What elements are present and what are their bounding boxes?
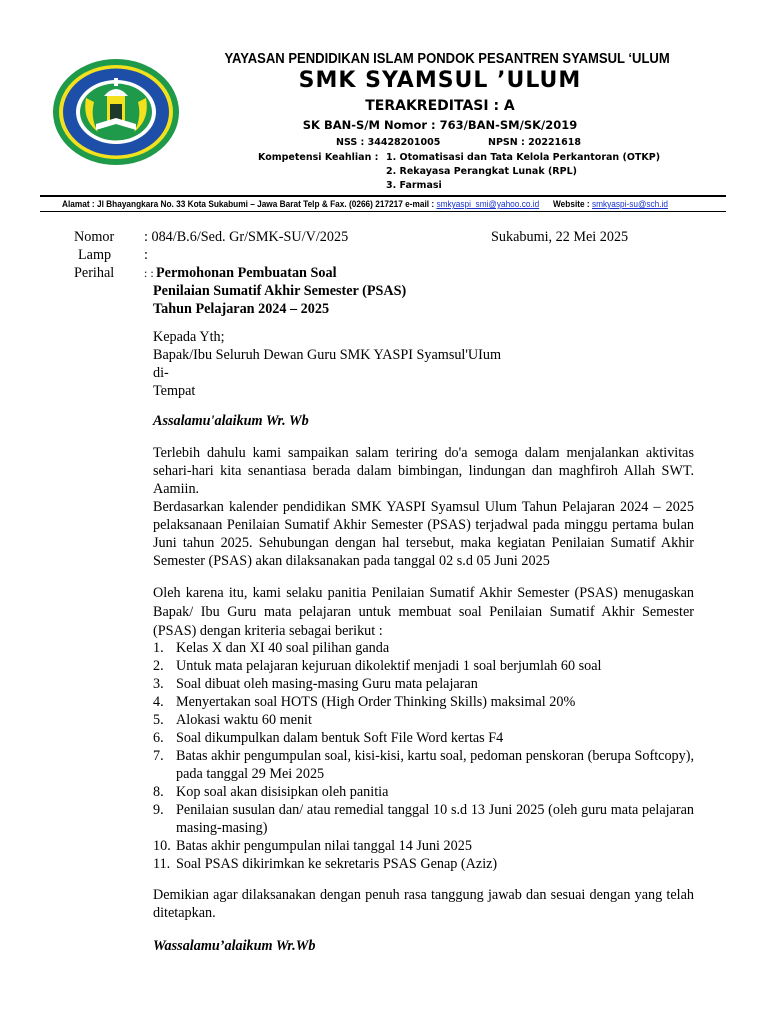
email-link[interactable]: smkyaspi_smi@yahoo.co.id bbox=[436, 199, 540, 209]
paragraph-closing: Demikian agar dilaksanakan dengan penuh rasa tanggung jawab dan sesuai dengan yang telah ditetapkan. bbox=[153, 887, 694, 921]
list-item: 6. Soal dikumpulkan dalam bentuk Soft File Word kertas F4 bbox=[153, 730, 504, 746]
website-label: Website : bbox=[553, 199, 592, 209]
competency-item: 3. Farmasi bbox=[386, 180, 442, 191]
list-item: 5. Alokasi waktu 60 menit bbox=[153, 712, 312, 728]
competency-item: 2. Rekayasa Perangkat Lunak (RPL) bbox=[386, 166, 577, 177]
recipient-line: Kepada Yth; bbox=[153, 329, 225, 345]
accreditation: TERAKREDITASI : A bbox=[365, 98, 515, 114]
foundation-name: YAYASAN PENDIDIKAN ISLAM PONDOK PESANTREN SYAMSUL ‘ULUM bbox=[224, 51, 670, 67]
list-item: 9. Penilaian susulan dan/ atau remedial tanggal 10 s.d 13 Juni 2025 (oleh guru mata pelajaran masing-masing) bbox=[153, 802, 694, 836]
list-item: 7. Batas akhir pengumpulan soal, kisi-kisi, kartu soal, pedoman penskoran (berupa Softcopy), pada tanggal 29 Mei 2025 bbox=[153, 748, 694, 782]
website-link[interactable]: smkyaspi-su@sch.id bbox=[591, 199, 669, 209]
perihal-label: Perihal bbox=[74, 265, 115, 281]
nss: NSS : 34428201005 bbox=[336, 137, 441, 148]
lamp-label: Lamp bbox=[78, 247, 112, 263]
perihal-colon: : : bbox=[144, 266, 154, 280]
subject-line: Tahun Pelajaran 2024 – 2025 bbox=[153, 301, 330, 317]
paragraph-assignment: Oleh karena itu, kami selaku panitia Penilaian Sumatif Akhir Semester (PSAS) menugaskan Bapak/ Ibu Guru mata pelajaran untuk membuat soal Penilaian Sumatif Akhir Semester (PSAS) dengan kriteria sebagai berikut : bbox=[153, 585, 694, 639]
list-item: 1. Kelas X dan XI 40 soal pilihan ganda bbox=[153, 640, 390, 656]
recipient-line: Bapak/Ibu Seluruh Dewan Guru SMK YASPI Syamsul'UIum bbox=[153, 347, 502, 363]
list-item: 8. Kop soal akan disisipkan oleh panitia bbox=[153, 784, 389, 800]
paragraph-opening: Terlebih dahulu kami sampaikan salam teriring do'a semoga dalam menjalankan aktivitas sehari-hari kita senantiasa berada dalam bimbingan, lindungan dan maghfiroh Allah SWT. Aamiin. bbox=[153, 445, 694, 497]
recipient-line: di- bbox=[153, 365, 169, 381]
criteria-list bbox=[153, 639, 694, 873]
header-rule-thin bbox=[40, 211, 726, 212]
address-line bbox=[62, 199, 669, 209]
list-item: 4. Menyertakan soal HOTS (High Order Thinking Skills) maksimal 20% bbox=[153, 694, 576, 710]
lamp-value: : bbox=[144, 247, 148, 263]
list-item: 3. Soal dibuat oleh masing-masing Guru mata pelajaran bbox=[153, 676, 478, 692]
ban-number: SK BAN-S/M Nomor : 763/BAN-SM/SK/2019 bbox=[302, 118, 578, 132]
greeting: Assalamu'alaikum Wr. Wb bbox=[153, 413, 309, 429]
list-item: 2. Untuk mata pelajaran kejuruan dikolektif menjadi 1 soal berjumlah 60 soal bbox=[153, 658, 602, 674]
nomor-value: : 084/B.6/Sed. Gr/SMK-SU/V/2025 bbox=[144, 229, 349, 245]
school-logo bbox=[52, 58, 180, 166]
address-text: Alamat : Jl Bhayangkara No. 33 Kota Sukabumi – Jawa Barat Telp & Fax. (0266) 217217 e-mail : bbox=[62, 199, 437, 209]
list-item: 11. Soal PSAS dikirimkan ke sekretaris PSAS Genap (Aziz) bbox=[153, 856, 498, 872]
place-date: Sukabumi, 22 Mei 2025 bbox=[491, 229, 629, 245]
competency-item: 1. Otomatisasi dan Tata Kelola Perkantoran (OTKP) bbox=[386, 152, 661, 163]
list-item: 10. Batas akhir pengumpulan nilai tanggal 14 Juni 2025 bbox=[153, 838, 472, 854]
paragraph-schedule: Berdasarkan kalender pendidikan SMK YASPI Syamsul Ulum Tahun Pelajaran 2024 – 2025 pelaksanaan Penilaian Sumatif Akhir Semester (PSAS) terjadwal pada minggu pertama bulan Juni tahun 2025. Sehubungan dengan hal tersebut, maka kegiatan Penilaian Sumatif Akhir Semester (PSAS) akan dilaksanakan pada tanggal 02 s.d 05 Juni 2025 bbox=[153, 499, 694, 569]
nomor-label: Nomor bbox=[74, 229, 115, 245]
header-rule bbox=[40, 195, 726, 197]
farewell: Wassalamu’alaikum Wr.Wb bbox=[153, 938, 316, 954]
subject-line: Permohonan Pembuatan Soal bbox=[156, 265, 337, 281]
school-name: SMK SYAMSUL ’ULUM bbox=[298, 68, 582, 93]
npsn: NPSN : 20221618 bbox=[488, 137, 582, 148]
recipient-line: Tempat bbox=[153, 383, 196, 399]
subject-line: Penilaian Sumatif Akhir Semester (PSAS) bbox=[153, 283, 407, 299]
competency-label: Kompetensi Keahlian : bbox=[258, 152, 379, 163]
